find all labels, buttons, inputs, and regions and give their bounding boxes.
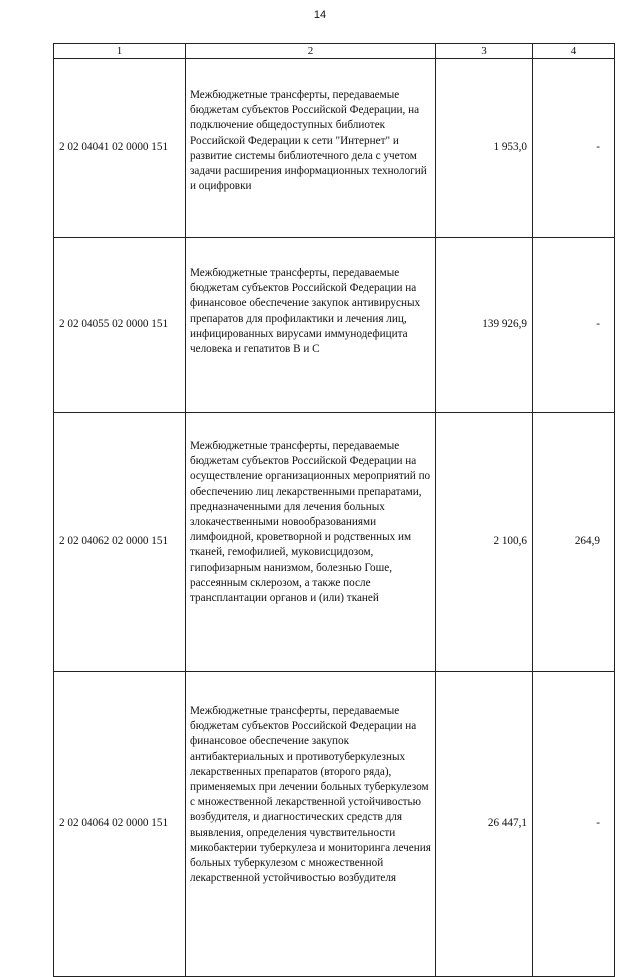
description-cell bbox=[186, 238, 436, 413]
column-header-2: 2 bbox=[186, 44, 436, 59]
page-number: 14 bbox=[313, 9, 327, 21]
table-row bbox=[54, 413, 615, 672]
description-text: Межбюджетные трансферты, передаваемые бюджетам субъектов Российской Федерации на осуществление организационных мероприятий по обеспечению лиц лекарственными препаратами, предназначенными для лечения больных злокачественными новообразованиями лимфоидной, кроветворной и родственных им тканей, гемофилией, муковисцидозом, гипофизарным нанизмом, болезнью Гоше, рассеянным склерозом, а также после трансплантации органов и (или) тканей bbox=[190, 440, 431, 605]
column-header-1: 1 bbox=[54, 44, 186, 59]
amount-cell-col3: 139 926,9 bbox=[436, 238, 533, 413]
column-header-4: 4 bbox=[533, 44, 615, 59]
table-header-row bbox=[54, 44, 615, 59]
table-row bbox=[54, 238, 615, 413]
amount-cell-col4: 264,9 bbox=[533, 413, 615, 672]
budget-table bbox=[53, 43, 615, 977]
budget-code-cell: 2 02 04041 02 0000 151 bbox=[54, 59, 186, 238]
description-text: Межбюджетные трансферты, передаваемые бюджетам субъектов Российской Федерации на финансовое обеспечение закупок антивирусных препаратов для профилактики и лечения лиц, инфицированных вирусами иммунодефицита человека и гепатитов В и С bbox=[190, 267, 421, 356]
column-header-3: 3 bbox=[436, 44, 533, 59]
budget-code-cell: 2 02 04062 02 0000 151 bbox=[54, 413, 186, 672]
amount-cell-col4: - bbox=[533, 59, 615, 238]
amount-cell-col3: 2 100,6 bbox=[436, 413, 533, 672]
description-text: Межбюджетные трансферты, передаваемые бюджетам субъектов Российской Федерации, на подключение общедоступных библиотек Российской Федерации к сети "Интернет" и развитие системы библиотечного дела с учетом задачи расширения информационных технологий и оцифровки bbox=[190, 89, 427, 193]
description-cell bbox=[186, 413, 436, 672]
amount-cell-col3: 26 447,1 bbox=[436, 672, 533, 977]
amount-cell-col4: - bbox=[533, 672, 615, 977]
description-cell bbox=[186, 672, 436, 977]
budget-code-cell: 2 02 04064 02 0000 151 bbox=[54, 672, 186, 977]
budget-code-cell: 2 02 04055 02 0000 151 bbox=[54, 238, 186, 413]
description-text: Межбюджетные трансферты, передаваемые бюджетам субъектов Российской Федерации на финансовое обеспечение закупок антибактериальных и противотуберкулезных лекарственных препаратов (второго ряда), применяемых при лечении больных туберкулезом с множественной лекарственной устойчивостью возбудителя, и диагностических средств для выявления, определения чувствительности микобактерии туберкулеза и мониторинга лечения больных туберкулезом с множественной лекарственной устойчивостью возбудителя bbox=[190, 705, 431, 885]
table-row bbox=[54, 59, 615, 238]
amount-cell-col3: 1 953,0 bbox=[436, 59, 533, 238]
table-row bbox=[54, 672, 615, 977]
amount-cell-col4: - bbox=[533, 238, 615, 413]
description-cell bbox=[186, 59, 436, 238]
